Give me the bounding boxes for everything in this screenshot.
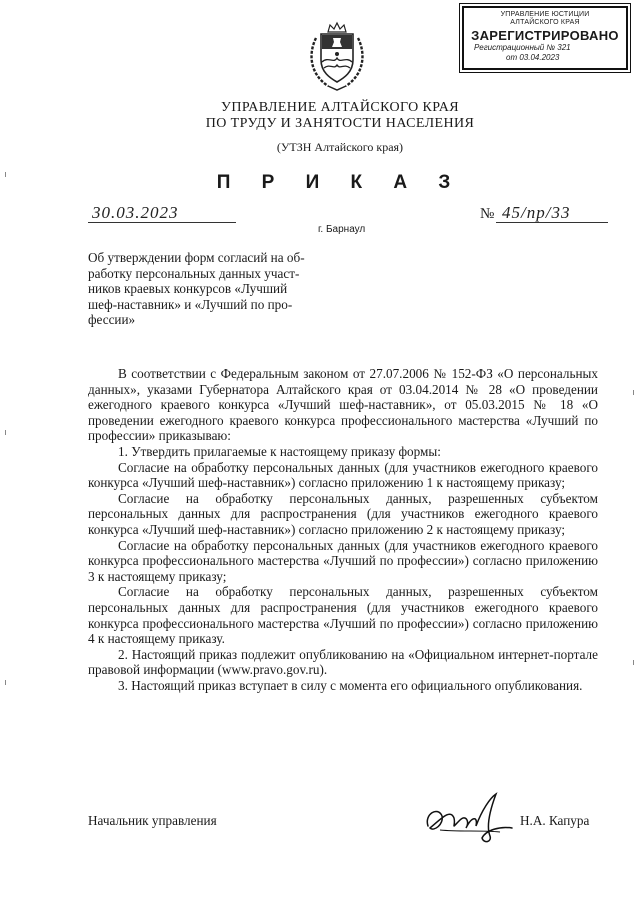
subject-line: Об утверждении форм согласий на об- bbox=[88, 250, 305, 265]
document-date: 30.03.2023 bbox=[92, 203, 179, 222]
document-number: 45/пр/33 bbox=[502, 203, 571, 222]
handwritten-signature-icon bbox=[420, 786, 520, 846]
org-name-line2: ПО ТРУДУ И ЗАНЯТОСТИ НАСЕЛЕНИЯ bbox=[205, 116, 475, 131]
clause-1: 1. Утвердить прилагаемые к настоящему приказу формы: bbox=[118, 443, 441, 459]
scan-mark bbox=[633, 390, 634, 395]
signatory-name: Н.А. Капура bbox=[520, 813, 590, 828]
number-label: № bbox=[480, 206, 495, 222]
stamp-authority-line2: АЛТАЙСКОГО КРАЯ bbox=[510, 19, 580, 26]
stamp-status: ЗАРЕГИСТРИРОВАНО bbox=[471, 28, 619, 43]
document-type: П Р И К А З bbox=[216, 172, 464, 193]
subject-block bbox=[88, 250, 350, 328]
form-item-3: Согласие на обработку персональных данных (для участников ежегодного краевого конкурса профессионального мастерства «Лучший по профессии») согласно приложению 3 к настоящему приказу; bbox=[88, 537, 598, 584]
clause-3: 3. Настоящий приказ вступает в силу с момента его официального опубликования. bbox=[118, 677, 583, 693]
clause-2: 2. Настоящий приказ подлежит опубликованию на «Официальном интернет-портале правовой информации (www.pravo.gov.ru). bbox=[88, 646, 598, 678]
subject-line: ников краевых конкурсов «Лучший bbox=[88, 281, 288, 296]
scan-mark bbox=[5, 680, 6, 685]
subject-line: фессии» bbox=[88, 312, 136, 327]
signatory-title: Начальник управления bbox=[88, 813, 217, 828]
scan-mark bbox=[5, 430, 6, 435]
subject-line: работку персональных данных участ- bbox=[88, 265, 300, 281]
date-underline bbox=[88, 222, 236, 223]
preamble-paragraph: В соответствии с Федеральным законом от 27.07.2006 № 152-ФЗ «О персональных данных», указами Губернатора Алтайского края от 03.04.2014 № 28 «О проведении ежегодного краевого конкурса «Лучший шеф-наставник», от 05.03.2015 № 18 «О проведении ежегодного краевого конкурса профессионального мастерства «Лучший по профессии» приказываю: bbox=[88, 366, 598, 444]
order-body bbox=[88, 366, 598, 693]
number-underline bbox=[496, 222, 608, 223]
form-item-4: Согласие на обработку персональных данных, разрешенных субъектом персональных данных для распространения (для участников ежегодного краевого конкурса профессионального мастерства «Лучший по профессии») согласно приложению 4 к настоящему приказу. bbox=[88, 584, 598, 647]
scan-mark bbox=[5, 172, 6, 177]
subject-line: шеф-наставник» и «Лучший по про- bbox=[88, 296, 293, 312]
form-item-2: Согласие на обработку персональных данных, разрешенных субъектом персональных данных для распространения (для участников ежегодного краевого конкурса «Лучший шеф-наставник») согласно приложению 2 к настоящему приказу; bbox=[88, 490, 598, 537]
form-item-1: Согласие на обработку персональных данных (для участников ежегодного краевого конкурса «Лучший шеф-наставник») согласно приложению 1 к настоящему приказу; bbox=[88, 459, 598, 491]
org-short-name: (УТЗН Алтайского края) bbox=[276, 140, 404, 154]
stamp-reg-date: от 03.04.2023 bbox=[506, 53, 560, 62]
stamp-authority-line1: УПРАВЛЕНИЕ ЮСТИЦИИ bbox=[500, 11, 590, 18]
stamp-reg-number: Регистрационный № 321 bbox=[474, 43, 571, 52]
city: г. Барнаул bbox=[318, 224, 366, 235]
registration-stamp bbox=[462, 6, 628, 70]
scan-mark bbox=[633, 660, 634, 665]
org-name-line1: УПРАВЛЕНИЕ АЛТАЙСКОГО КРАЯ bbox=[221, 100, 459, 115]
altai-krai-coat-of-arms-icon bbox=[306, 20, 368, 92]
